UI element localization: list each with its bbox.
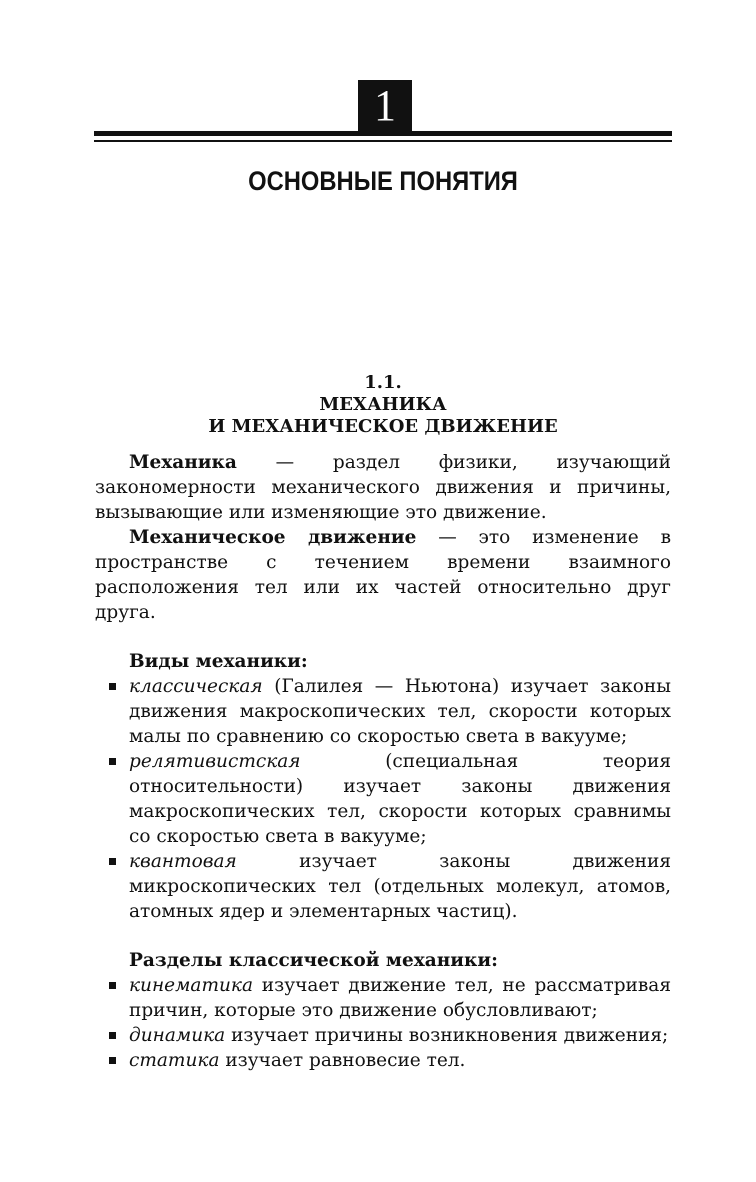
term-quantum: квантовая [129, 851, 237, 872]
list-item [129, 1023, 671, 1048]
types-heading: Виды механики: [129, 651, 308, 672]
chapter-rule-thin [94, 140, 672, 142]
term-kinematics: кинематика [129, 975, 253, 996]
term-relativistic: релятивистская [129, 751, 301, 772]
term-classical: классическая [129, 676, 263, 697]
item-text: (специальная теория относительности) изучает законы движения макроскопических тел, скорости которых сравнимы со скоростью света в вакууме; [129, 751, 671, 847]
definition-mechanical-motion: — это изменение в пространстве с течением времени взаимного расположения тел или их частей относительно друг друга. [95, 527, 671, 623]
paragraph-mechanics [95, 450, 671, 525]
list-item [129, 1048, 671, 1073]
list-item [129, 749, 671, 849]
paragraph-mechanical-motion [95, 525, 671, 625]
term-mechanical-motion: Механическое движение [129, 527, 417, 548]
chapter-title: ОСНОВНЫЕ ПОНЯТИЯ [248, 166, 518, 196]
sections-heading: Разделы классической механики: [129, 950, 498, 971]
chapter-number: 1 [374, 81, 396, 130]
chapter-rule-thick [94, 131, 672, 136]
item-text: изучает законы движения микроскопических тел (отдельных молекул, атомов, атомных ядер и элементарных частиц). [129, 851, 671, 922]
sections-list [95, 973, 671, 1073]
types-list [95, 674, 671, 924]
item-text: изучает причины возникновения движения; [225, 1025, 669, 1046]
list-item [129, 674, 671, 749]
item-text: изучает движение тел, не рассматривая причин, которые это движение обусловливают; [129, 975, 671, 1021]
term-statics: статика [129, 1050, 220, 1071]
list-item [129, 973, 671, 1023]
section-heading [94, 372, 672, 438]
term-dynamics: динамика [129, 1025, 226, 1046]
section-title-line1: МЕХАНИКА [319, 394, 447, 415]
chapter-number-box [358, 80, 412, 132]
body-text [95, 450, 671, 1073]
item-text: изучает равновесие тел. [219, 1050, 466, 1071]
item-text: (Галилея — Ньютона) изучает законы движения макроскопических тел, скорости которых малы по сравнению со скоростью света в вакууме; [129, 676, 671, 747]
list-item [129, 849, 671, 924]
term-mechanics: Механика [129, 452, 237, 473]
section-number: 1.1. [364, 372, 402, 393]
definition-mechanics: — раздел физики, изучающий закономерности механического движения и причины, вызывающие или изменяющие это движение. [95, 452, 671, 523]
section-title-line2: И МЕХАНИЧЕСКОЕ ДВИЖЕНИЕ [208, 416, 558, 437]
